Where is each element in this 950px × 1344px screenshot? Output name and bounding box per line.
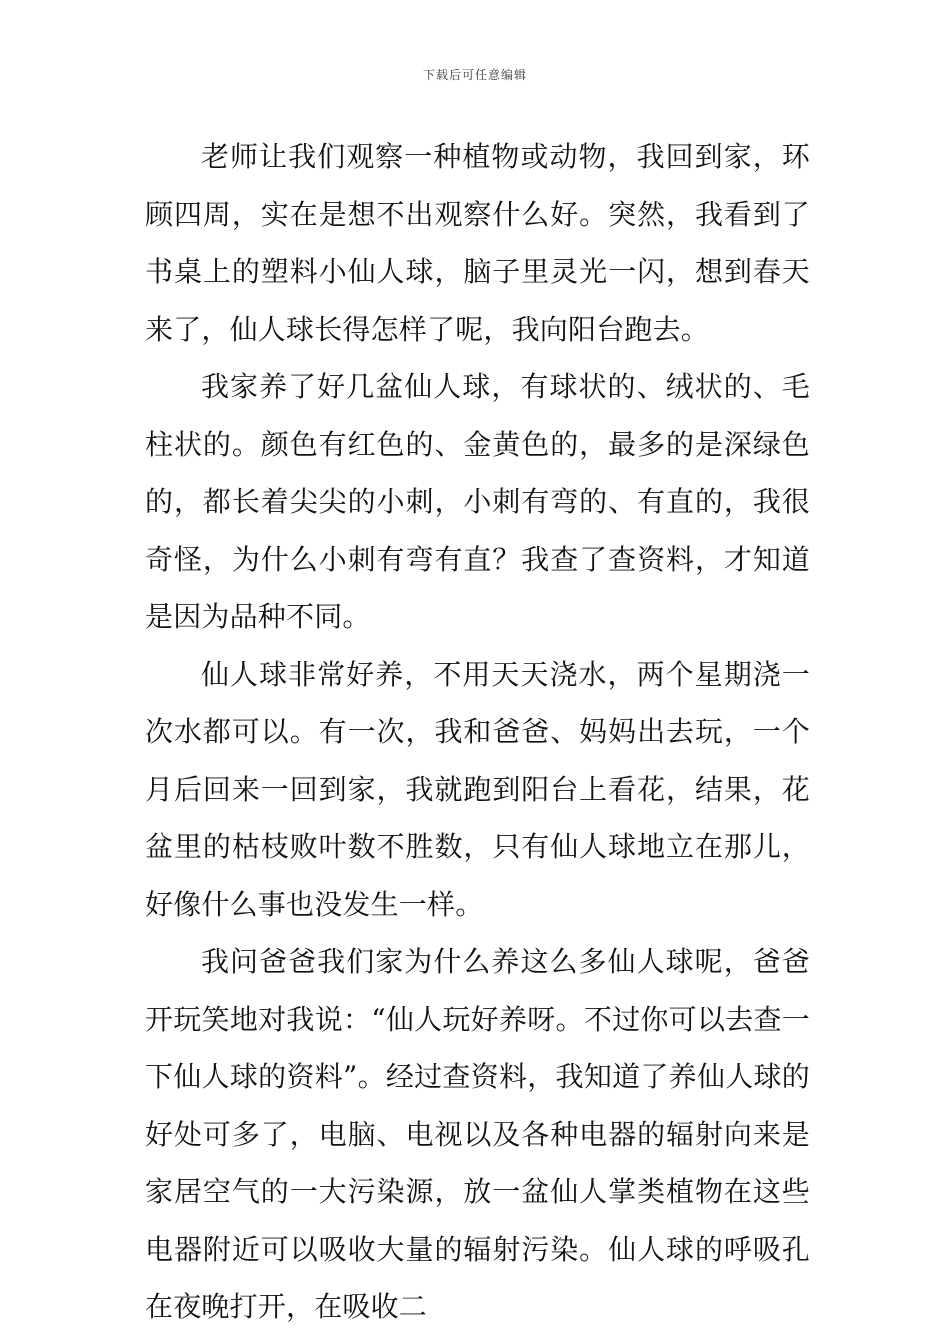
paragraph-1: 老师让我们观察一种植物或动物，我回到家，环顾四周，实在是想不出观察什么好。突然，我看到了书桌上的塑料小仙人球，脑子里灵光一闪，想到春天来了，仙人球长得怎样了呢，我向阳台跑去。 — [145, 140, 810, 346]
paragraph-2: 我家养了好几盆仙人球，有球状的、绒状的、毛柱状的。颜色有红色的、金黄色的，最多的是深绿色的，都长着尖尖的小刺，小刺有弯的、有直的，我很奇怪，为什么小刺有弯有直？我查了查资料，才知道是因为品种不同。 — [145, 370, 810, 633]
paragraph-4: 我问爸爸我们家为什么养这么多仙人球呢，爸爸开玩笑地对我说：“仙人玩好养呀。不过你可以去查一下仙人球的资料”。经过查资料，我知道了养仙人球的好处可多了，电脑、电视以及各种电器的辐射向来是家居空气的一大污染源，放一盆仙人掌类植物在这些电器附近可以吸收大量的辐射污染。仙人球的呼吸孔在夜晚打开，在吸收二 — [145, 945, 810, 1323]
header-note: 下载后可任意编辑 — [422, 68, 527, 82]
document-body — [145, 128, 810, 1336]
paragraph-3: 仙人球非常好养，不用天天浇水，两个星期浇一次水都可以。有一次，我和爸爸、妈妈出去玩，一个月后回来一回到家，我就跑到阳台上看花，结果，花盆里的枯枝败叶数不胜数，只有仙人球地立在那儿，好像什么事也没发生一样。 — [145, 657, 810, 921]
